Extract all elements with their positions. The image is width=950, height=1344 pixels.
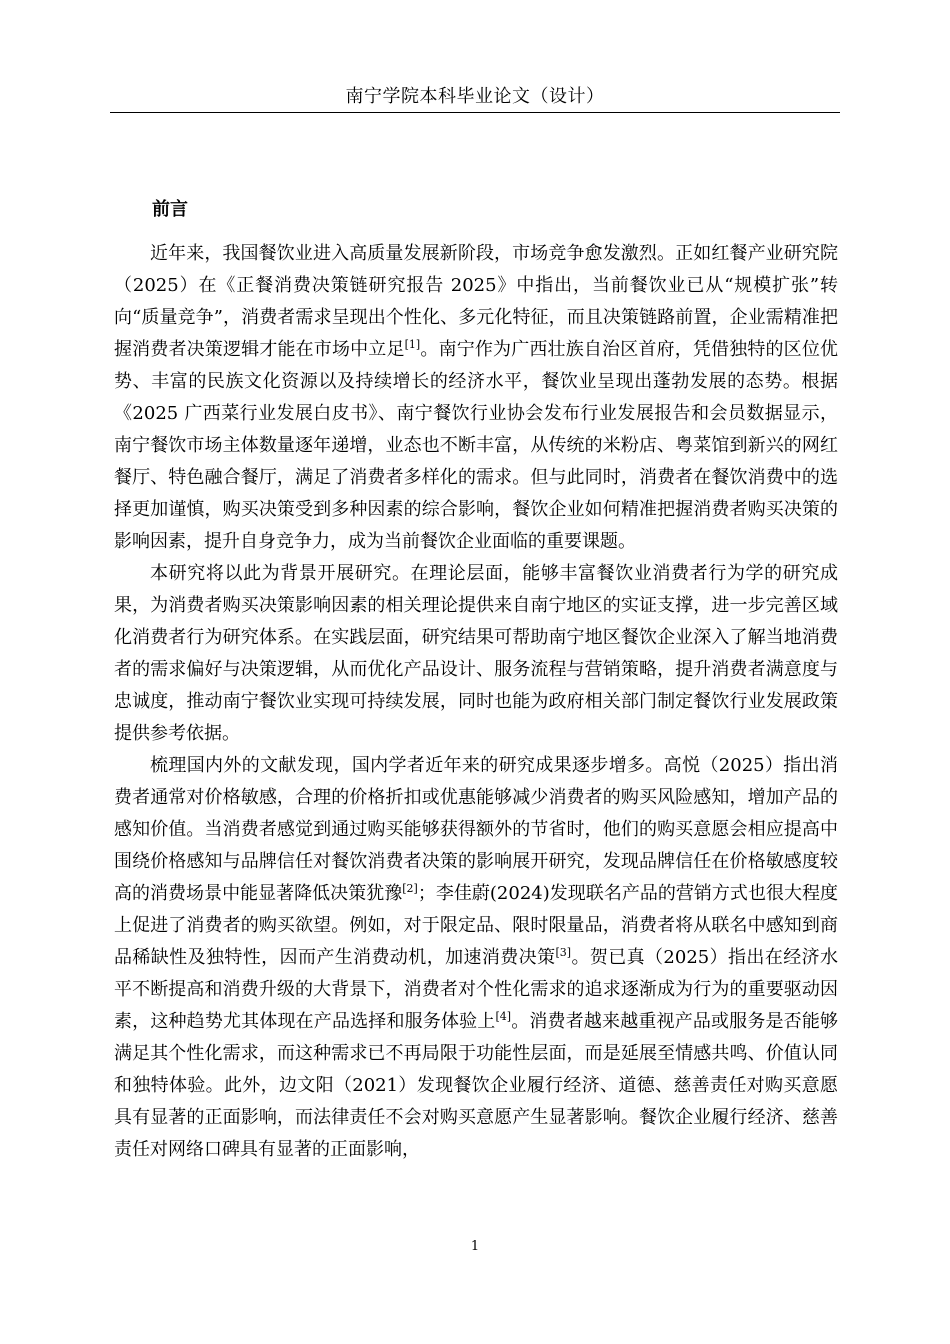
paragraph-text: 梳理国内外的文献发现，国内学者近年来的研究成果逐步增多。高悦（2025）指出消费者通常对价格敏感，合理的价格折扣或优惠能够减少消费者的购买风险感知，增加产品的感知价值。当消费者感觉到通过购买能够获得额外的节省时，他们的购买意愿会相应提高中围绕价格感知与品牌信任对餐饮消费者决策的影响展开研究，发现品牌信任在价格敏感度较高的消费场景中能显著降低决策犹豫	[114, 755, 838, 904]
header-rule	[110, 112, 840, 113]
paragraph	[114, 750, 838, 1166]
paragraph	[114, 238, 838, 558]
paragraph-text: 。南宁作为广西壮族自治区首府，凭借独特的区位优势、丰富的民族文化资源以及持续增长的经济水平，餐饮业呈现出蓬勃发展的态势。根据《2025 广西菜行业发展白皮书》、南宁餐饮行业协会发布行业发展报告和会员数据显示，南宁餐饮市场主体数量逐年递增，业态也不断丰富，从传统的米粉店、粤菜馆到新兴的网红餐厅、特色融合餐厅，满足了消费者多样化的需求。但与此同时，消费者在餐饮消费中的选择更加谨慎，购买决策受到多种因素的综合影响，餐饮企业如何精准把握消费者购买决策的影响因素，提升自身竞争力，成为当前餐饮企业面临的重要课题。	[114, 339, 839, 552]
page-number: 1	[470, 1239, 480, 1254]
citation-marker: [4]	[495, 1010, 512, 1023]
paragraph	[114, 558, 838, 750]
paragraph-text: 本研究将以此为背景开展研究。在理论层面，能够丰富餐饮业消费者行为学的研究成果，为消费者购买决策影响因素的相关理论提供来自南宁地区的实证支撑，进一步完善区域化消费者行为研究体系。在实践层面，研究结果可帮助南宁地区餐饮企业深入了解当地消费者的需求偏好与决策逻辑，从而优化产品设计、服务流程与营销策略，提升消费者满意度与忠诚度，推动南宁餐饮业实现可持续发展，同时也能为政府相关部门制定餐饮行业发展政策提供参考依据。	[114, 563, 838, 744]
citation-marker: [3]	[555, 946, 572, 959]
paragraph-text: 近年来，我国餐饮业进入高质量发展新阶段，市场竞争愈发激烈。正如红餐产业研究院（2025）在《正餐消费决策链研究报告 2025》中指出，当前餐饮业已从“规模扩张”转向“质量竞争”，消费者需求呈现出个性化、多元化特征，而且决策链路前置，企业需精准把握消费者决策逻辑才能在市场中立足	[114, 243, 838, 360]
citation-marker: [2]	[402, 882, 418, 895]
paragraph-text: ；李佳蔚(2024)发现联名产品的营销方式也很大程度上促进了消费者的购买欲望。例如，对于限定品、限时限量品，消费者将从联名中感知到商品稀缺性及独特性，因而产生消费动机，加速消费决策	[114, 883, 838, 968]
paragraph-text: 。消费者越来越重视产品或服务是否能够满足其个性化需求，而这种需求已不再局限于功能性层面，而是延展至情感共鸣、价值认同和独特体验。此外，边文阳（2021）发现餐饮企业履行经济、道德、慈善责任对购买意愿具有显著的正面影响，而法律责任不会对购买意愿产生显著影响。餐饮企业履行经济、慈善责任对网络口碑具有显著的正面影响，	[114, 1011, 839, 1160]
running-header: 南宁学院本科毕业论文（设计）	[345, 86, 605, 107]
section-heading: 前言	[152, 199, 188, 220]
citation-marker: [1]	[404, 338, 421, 351]
body-text	[114, 238, 838, 1166]
paragraph-text: 。贺已真（2025）指出在经济水平不断提高和消费升级的大背景下，消费者对个性化需求的追求逐渐成为行为的重要驱动因素，这种趋势尤其体现在产品选择和服务体验上	[114, 947, 838, 1032]
